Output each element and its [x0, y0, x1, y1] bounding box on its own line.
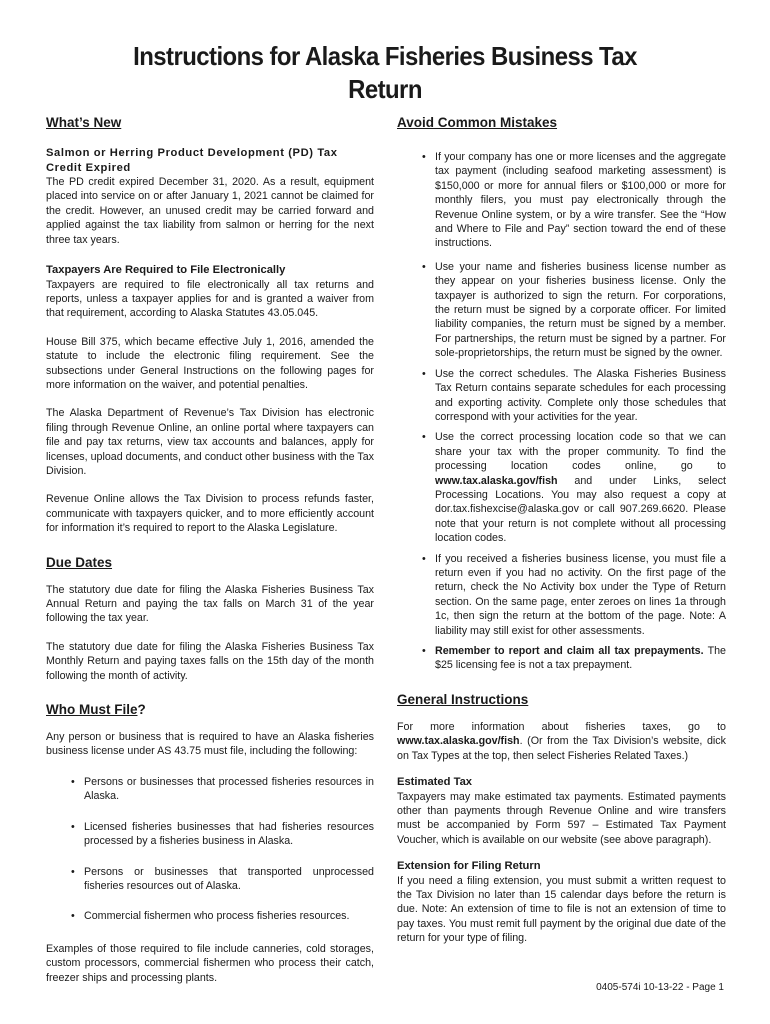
who-must-file-question-mark: ?	[137, 702, 146, 718]
right-column	[397, 114, 726, 946]
fish-tax-link[interactable]: www.tax.alaska.gov/fish	[435, 474, 558, 487]
prepayment-note: The $25 licensing fee is not a tax prepayment.	[435, 645, 726, 672]
list-item: • Licensed fisheries businesses that had fisheries resources processed by a fisheries business in Alaska.	[46, 820, 374, 849]
processing-text-b: and under Links, select Processing Locations. You may also request a copy at dor.tax.fishexcise@alaska.gov or call 907.269.6620. Please note that your return is not complete without all processing location codes.	[435, 474, 726, 545]
efile-heading: Taxpayers Are Required to File Electronically	[46, 264, 286, 277]
estimated-tax-text: Taxpayers may make estimated tax payments. Estimated payments other than payments through Revenue Online and wire transfers must be accompanied by Form 597 – Estimated Tax Payment Voucher, which is available on our website (see above paragraph).	[397, 790, 726, 846]
due-paragraph-2: The statutory due date for filing the Alaska Fisheries Business Tax Monthly Return and paying taxes falls on the 15th day of the month following the month of activity.	[46, 640, 374, 682]
who-list	[46, 775, 374, 924]
efile-paragraph-4: Revenue Online allows the Tax Division to process refunds faster, communicate with taxpayers quicker, and to more efficiently account for information it’s required to report to the Alaska Legislature.	[46, 493, 374, 535]
prepayment-reminder: Remember to report and claim all tax prepayments.	[435, 645, 704, 657]
pd-credit-heading: Salmon or Herring Product Development (PD) Tax Credit Expired	[46, 147, 338, 174]
due-dates-heading: Due Dates	[46, 554, 113, 570]
who-examples: Examples of those required to file include canneries, cold storages, custom processors, commercial fishermen who process their catch, freezer ships and processing plants.	[46, 942, 374, 984]
list-item: • Persons or businesses that processed fisheries resources in Alaska.	[46, 775, 374, 804]
list-item: • If you received a fisheries business license, you must file a return even if you had no activity. On the first page of the return, check the No Activity box under the Type of Return section. On the same page, enter zeroes on lines 1a through 1c, then sign the return at the bottom of the page. Note: A liability may still exist for other assessments.	[397, 552, 726, 638]
who-must-file-label: Who Must File	[46, 702, 138, 718]
left-column	[46, 114, 374, 985]
avoid-mistakes-heading: Avoid Common Mistakes	[397, 115, 558, 130]
mistakes-list	[397, 150, 726, 673]
list-item	[397, 430, 726, 545]
title-line-2: Return	[348, 74, 422, 104]
efile-paragraph-2: House Bill 375, which became effective July 1, 2016, amended the statute to include the electronic filing requirement. See the subsections under General Instructions on the following pages for more information on the waiver, and potential penalties.	[46, 335, 374, 391]
general-text	[397, 720, 726, 763]
list-item: • Use the correct schedules. The Alaska Fisheries Business Tax Return contains separate schedules for each processing and exporting activity. Complete only those schedules that correspond with your activities for the year.	[397, 367, 726, 425]
general-fish-link[interactable]: www.tax.alaska.gov/fish	[397, 735, 520, 748]
due-paragraph-1: The statutory due date for filing the Alaska Fisheries Business Tax Annual Return and paying the tax falls on March 31 of the year following the tax year.	[46, 583, 374, 625]
page-footer: 0405-574i 10-13-22 - Page 1	[596, 982, 724, 993]
whats-new-heading: What’s New	[46, 115, 122, 130]
efile-paragraph-3: The Alaska Department of Revenue’s Tax Division has electronic filing through Revenue Online, an online portal where taxpayers can file and pay tax returns, view tax accounts and balances, apply for licenses, upload documents, and conduct other business with the Tax Division.	[46, 407, 374, 477]
who-must-file-heading	[46, 701, 374, 719]
processing-text-a: Use the correct processing location code so that we can share your tax with the proper community. To find the processing location codes online, go to	[435, 431, 726, 473]
list-item: • If your company has one or more licenses and the aggregate tax payment (including seafood marketing assessment) is $150,000 or more for annual filers or $100,000 or more for monthly filers, you must pay electronically through the Revenue Online system, or by a wire transfer. See the “How and Where to File and Pay” section toward the end of these instructions.	[397, 150, 726, 251]
page-title	[86, 40, 684, 106]
list-item: • Commercial fishermen who process fisheries resources.	[46, 909, 374, 923]
efile-paragraph-1: Taxpayers are required to file electronically all tax returns and reports, unless a taxpayer applies for and is granted a waiver from that requirement, according to Alaska Statutes 43.05.045.	[46, 278, 374, 320]
general-text-a: For more information about fisheries taxes, go to	[397, 720, 726, 733]
title-line-1: Instructions for Alaska Fisheries Business Tax	[133, 41, 637, 71]
pd-credit-text: The PD credit expired December 31, 2020. As a result, equipment placed into service on or after January 1, 2021 cannot be claimed for the credit. However, an unused credit may be carried forward and applied against the tax liability from salmon or herring for the next three tax years.	[46, 176, 374, 246]
who-intro: Any person or business that is required to have an Alaska fisheries business license under AS 43.75 must file, including the following:	[46, 731, 374, 758]
estimated-tax-heading: Estimated Tax	[397, 776, 473, 789]
extension-heading: Extension for Filing Return	[397, 860, 541, 873]
list-item: • Use your name and fisheries business license number as they appear on your fisheries business license. Only the taxpayer is authorized to sign the return. For corporations, the return must be signed by a corporate officer. For limited liability companies, the return must be signed by a member. For partnerships, the return must be signed by a partner. For sole-proprietorships, the return must be signed by the owner.	[397, 260, 726, 361]
extension-text: If you need a filing extension, you must submit a written request to the Tax Division no later than 15 calendar days before the return is due. Note: An extension of time to file is not an extension of time to pay taxes. You must remit full payment by the original due date of the return for your type of filing.	[397, 874, 726, 945]
general-instructions-heading: General Instructions	[397, 691, 529, 707]
list-item: • Persons or businesses that transported unprocessed fisheries resources out of Alaska.	[46, 865, 374, 894]
general-text-b: . (Or from the Tax Division’s website, dick on Tax Types at the top, then select Fisheries Related Taxes.)	[397, 735, 726, 762]
list-item	[397, 644, 726, 673]
